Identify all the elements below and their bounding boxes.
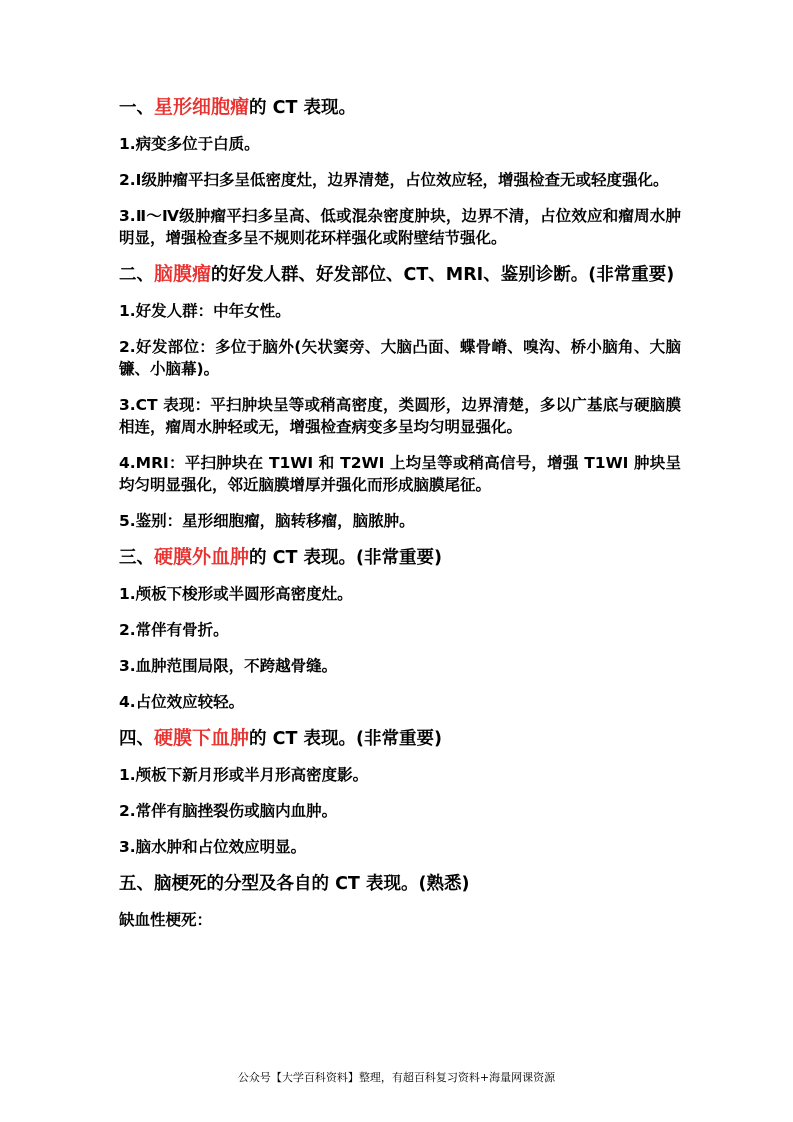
list-item: 2.常伴有骨折。 [119, 621, 229, 639]
heading-prefix: 五、脑梗死的分型及各自的 CT 表现。(熟悉) [119, 874, 470, 894]
list-item: 1.病变多位于白质。 [119, 135, 260, 153]
heading-suffix: 的 CT 表现。 [249, 98, 356, 118]
list-item: 2.常伴有脑挫裂伤或脑内血肿。 [119, 802, 338, 820]
section-heading-epidural-hematoma [119, 546, 681, 569]
heading-highlight: 硬膜下血肿 [154, 727, 250, 749]
list-item: 缺血性梗死： [119, 911, 213, 929]
list-item: 4.MRI：平扫肿块在 T1WI 和 T2WI 上均呈等或稍高信号，增强 T1WI 肿块呈均匀明显强化，邻近脑膜增厚并强化而形成脑膜尾征。 [119, 454, 681, 494]
list-item: 2.好发部位：多位于脑外(矢状窦旁、大脑凸面、蝶骨嵴、嗅沟、桥小脑角、大脑镰、小脑幕)。 [119, 338, 681, 378]
list-item: 4.占位效应较轻。 [119, 693, 245, 711]
list-item: 3.脑水肿和占位效应明显。 [119, 838, 307, 856]
heading-prefix: 三、 [119, 548, 154, 568]
list-item: 1.颅板下梭形或半圆形高密度灶。 [119, 585, 353, 603]
heading-suffix: 的好发人群、好发部位、CT、MRI、鉴别诊断。(非常重要) [211, 265, 675, 285]
list-item: 5.鉴别：星形细胞瘤，脑转移瘤，脑脓肿。 [119, 512, 415, 530]
section-heading-subdural-hematoma [119, 727, 681, 750]
heading-suffix: 的 CT 表现。(非常重要) [249, 729, 442, 749]
section-heading-cerebral-infarction [119, 872, 681, 895]
heading-prefix: 四、 [119, 729, 154, 749]
list-item: 3.CT 表现：平扫肿块呈等或稍高密度，类圆形，边界清楚，多以广基底与硬脑膜相连，瘤周水肿轻或无，增强检查病变多呈均匀明显强化。 [119, 396, 681, 436]
heading-prefix: 二、 [119, 265, 154, 285]
list-item: 1.颅板下新月形或半月形高密度影。 [119, 766, 369, 784]
heading-prefix: 一、 [119, 98, 154, 118]
list-item: 1.好发人群：中年女性。 [119, 302, 291, 320]
document-body [119, 96, 681, 945]
section-heading-astrocytoma [119, 96, 681, 119]
list-item: 3.血肿范围局限，不跨越骨缝。 [119, 657, 338, 675]
list-item: 3.Ⅱ～Ⅳ级肿瘤平扫多呈高、低或混杂密度肿块，边界不清，占位效应和瘤周水肿明显，增强检查多呈不规则花环样强化或附壁结节强化。 [119, 207, 681, 247]
list-item: 2.Ⅰ级肿瘤平扫多呈低密度灶，边界清楚，占位效应轻，增强检查无或轻度强化。 [119, 171, 669, 189]
heading-suffix: 的 CT 表现。(非常重要) [249, 548, 442, 568]
heading-highlight: 星形细胞瘤 [154, 96, 250, 118]
heading-highlight: 硬膜外血肿 [154, 546, 250, 568]
heading-highlight: 脑膜瘤 [154, 263, 212, 285]
page-footer: 公众号【大学百科资料】整理，有超百科复习资料+海量网课资源 [237, 1071, 556, 1084]
section-heading-meningioma [119, 263, 681, 286]
